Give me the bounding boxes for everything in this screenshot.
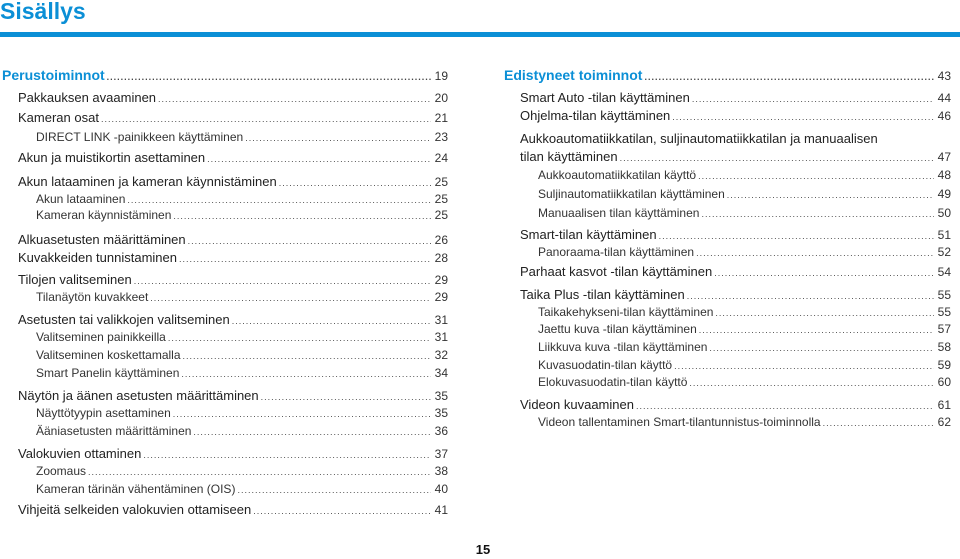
toc-entry-title: Akun lataaminen [36, 192, 126, 206]
dot-leader [659, 231, 934, 241]
toc-entry-page: 29 [434, 273, 448, 287]
page-title: Sisällys [0, 0, 86, 24]
toc-entry-title: Panoraama-tilan käyttäminen [538, 245, 695, 259]
toc-entry[interactable] [36, 290, 448, 304]
toc-entry-title: Kuvasuodatin-tilan käyttö [538, 358, 673, 372]
page-number: 15 [475, 542, 491, 557]
dot-leader [193, 427, 430, 437]
toc-entry[interactable] [36, 208, 448, 222]
toc-entry-page: 38 [434, 464, 448, 478]
toc-entry-page: 49 [937, 187, 951, 201]
toc-entry[interactable] [18, 232, 448, 247]
toc-entry-page: 46 [937, 109, 951, 123]
toc-entry-title: Liikkuva kuva -tilan käyttäminen [538, 340, 708, 354]
toc-entry[interactable] [504, 67, 951, 83]
dot-leader [134, 276, 431, 286]
toc-entry[interactable] [538, 415, 951, 429]
toc-entry-title: Manuaalisen tilan käyttäminen [538, 206, 700, 220]
toc-entry-title: Suljinautomatiikkatilan käyttäminen [538, 187, 725, 201]
dot-leader [714, 268, 933, 278]
toc-entry[interactable] [36, 406, 448, 420]
dot-leader [699, 325, 934, 335]
toc-entry-title: Akun ja muistikortin asettaminen [18, 150, 206, 165]
toc-entry[interactable] [520, 131, 951, 146]
dot-leader [173, 409, 431, 419]
toc-entry-title: Elokuvasuodatin-tilan käyttö [538, 375, 688, 389]
toc-entry-page: 47 [937, 150, 951, 164]
toc-entry-page: 25 [434, 192, 448, 206]
dot-leader [701, 209, 933, 219]
toc-entry[interactable] [538, 358, 951, 372]
toc-entry-title: Jaettu kuva -tilan käyttäminen [538, 322, 697, 336]
toc-entry-page: 34 [434, 366, 448, 380]
dot-leader [237, 485, 430, 495]
toc-entry-page: 58 [937, 340, 951, 354]
toc-entry-page: 52 [937, 245, 951, 259]
toc-entry[interactable] [36, 464, 448, 478]
toc-entry-page: 54 [937, 265, 951, 279]
toc-entry-title: Näyttötyypin asettaminen [36, 406, 171, 420]
toc-entry-page: 37 [434, 447, 448, 461]
toc-entry-page: 25 [434, 208, 448, 222]
toc-entry-title: Kameran käynnistäminen [36, 208, 172, 222]
dot-leader [253, 506, 430, 516]
dot-leader [188, 236, 431, 246]
toc-entry[interactable] [36, 482, 448, 496]
toc-entry-title: Videon kuvaaminen [520, 397, 634, 412]
dot-leader [696, 248, 934, 258]
toc-entry-title: Smart Panelin käyttäminen [36, 366, 180, 380]
toc-entry[interactable] [18, 272, 448, 287]
toc-entry[interactable] [18, 388, 448, 403]
dot-leader [674, 361, 934, 371]
dot-leader [727, 190, 934, 200]
toc-entry[interactable] [18, 250, 448, 265]
toc-entry-title: Pakkauksen avaaminen [18, 90, 157, 105]
toc-entry-page: 51 [937, 228, 951, 242]
toc-entry-title: Videon tallentaminen Smart-tilantunnistus-toiminnolla [538, 415, 821, 429]
toc-entry-title: Kameran osat [18, 110, 99, 125]
toc-entry-title: Asetusten tai valikkojen valitseminen [18, 312, 230, 327]
toc-entry-page: 40 [434, 482, 448, 496]
toc-entry-page: 24 [434, 151, 448, 165]
toc-entry[interactable] [520, 264, 951, 279]
toc-entry-title: Parhaat kasvot -tilan käyttäminen [520, 264, 713, 279]
dot-leader [127, 195, 430, 205]
title-rule [0, 32, 960, 37]
dot-leader [672, 112, 933, 122]
toc-entry-page: 29 [434, 290, 448, 304]
dot-leader [232, 316, 431, 326]
toc-entry[interactable] [36, 130, 448, 144]
toc-entry-title: Vihjeitä selkeiden valokuvien ottamiseen [18, 502, 252, 517]
toc-entry-page: 57 [937, 322, 951, 336]
toc-entry-page: 60 [937, 375, 951, 389]
toc-entry-page: 36 [434, 424, 448, 438]
toc-entry-title: Ohjelma-tilan käyttäminen [520, 108, 671, 123]
toc-entry-title: DIRECT LINK -painikkeen käyttäminen [36, 130, 244, 144]
toc-entry[interactable] [538, 245, 951, 259]
dot-leader [150, 293, 430, 303]
dot-leader [143, 450, 430, 460]
toc-entry-title: Edistyneet toiminnot [504, 67, 643, 83]
dot-leader [823, 418, 934, 428]
toc-entry[interactable] [18, 90, 448, 105]
toc-entry-title: Kameran tärinän vähentäminen (OIS) [36, 482, 236, 496]
toc-entry[interactable] [538, 187, 951, 201]
toc-entry[interactable] [2, 67, 448, 83]
toc-entry[interactable] [18, 110, 448, 125]
toc-entry-page: 41 [434, 503, 448, 517]
toc-entry[interactable] [520, 397, 951, 412]
toc-entry-title: Taika Plus -tilan käyttäminen [520, 287, 685, 302]
dot-leader [261, 392, 431, 402]
toc-entry-title: Valitseminen koskettamalla [36, 348, 181, 362]
dot-leader [620, 153, 934, 163]
toc-entry[interactable] [538, 305, 951, 319]
toc-entry[interactable] [18, 150, 448, 165]
toc-entry[interactable] [520, 227, 951, 242]
dot-leader [173, 211, 430, 221]
toc-entry-page: 44 [937, 91, 951, 105]
dot-leader [101, 114, 431, 124]
toc-entry-page: 31 [434, 313, 448, 327]
toc-entry-title: Valitseminen painikkeilla [36, 330, 166, 344]
toc-entry-title: Valokuvien ottaminen [18, 446, 142, 461]
dot-leader [279, 178, 431, 188]
toc-entry-title: Tilojen valitseminen [18, 272, 132, 287]
toc-entry[interactable] [36, 366, 448, 380]
toc-entry-title: Smart Auto -tilan käyttäminen [520, 90, 690, 105]
toc-entry-page: 28 [434, 251, 448, 265]
dot-leader [168, 333, 431, 343]
toc-entry[interactable] [520, 90, 951, 105]
dot-leader [687, 291, 934, 301]
toc-entry-title: Perustoiminnot [2, 67, 105, 83]
dot-leader [158, 94, 431, 104]
toc-entry-title: Taikakehykseni-tilan käyttäminen [538, 305, 714, 319]
toc-entry[interactable] [538, 322, 951, 336]
dot-leader [179, 254, 431, 264]
toc-entry[interactable] [18, 446, 448, 461]
dot-leader [181, 369, 430, 379]
dot-leader [689, 378, 933, 388]
toc-entry[interactable] [520, 287, 951, 302]
toc-entry-page: 62 [937, 415, 951, 429]
toc-entry-page: 43 [937, 69, 951, 83]
toc-entry-page: 48 [937, 168, 951, 182]
toc-entry-page: 55 [937, 288, 951, 302]
toc-entry-title: Ääniasetusten määrittäminen [36, 424, 192, 438]
toc-entry-page: 23 [434, 130, 448, 144]
toc-entry-page: 50 [937, 206, 951, 220]
dot-leader [88, 467, 431, 477]
toc-entry-page: 35 [434, 389, 448, 403]
toc-entry[interactable] [538, 340, 951, 354]
toc-entry-title: Alkuasetusten määrittäminen [18, 232, 186, 247]
toc-entry-title: Näytön ja äänen asetusten määrittäminen [18, 388, 259, 403]
toc-entry-title: Aukkoautomatiikkatilan käyttö [538, 168, 697, 182]
toc-entry-title: Tilanäytön kuvakkeet [36, 290, 149, 304]
dot-leader [709, 343, 933, 353]
toc-entry-title: Smart-tilan käyttäminen [520, 227, 657, 242]
toc-entry-title: Aukkoautomatiikkatilan, suljinautomatiikkatilan ja manuaalisen [520, 131, 878, 146]
dot-leader [698, 171, 934, 181]
toc-entry-page: 25 [434, 175, 448, 189]
toc-entry[interactable] [36, 330, 448, 344]
dot-leader [183, 351, 431, 361]
toc-entry-page: 32 [434, 348, 448, 362]
toc-entry[interactable] [538, 168, 951, 182]
toc-entry[interactable] [18, 174, 448, 189]
toc-entry[interactable] [520, 149, 951, 164]
toc-entry-page: 61 [937, 398, 951, 412]
dot-leader [636, 401, 934, 411]
toc-entry-page: 21 [434, 111, 448, 125]
toc-entry[interactable] [538, 206, 951, 220]
toc-entry-page: 31 [434, 330, 448, 344]
dot-leader [245, 133, 430, 143]
toc-entry[interactable] [36, 192, 448, 206]
dot-leader [715, 308, 933, 318]
toc-entry-page: 59 [937, 358, 951, 372]
toc-entry-page: 19 [434, 69, 448, 83]
toc-entry-title: Kuvakkeiden tunnistaminen [18, 250, 177, 265]
dot-leader [644, 72, 933, 82]
toc-entry[interactable] [18, 312, 448, 327]
toc-entry-page: 55 [937, 305, 951, 319]
toc-entry-page: 26 [434, 233, 448, 247]
toc-entry-page: 20 [434, 91, 448, 105]
toc-entry-title: Akun lataaminen ja kameran käynnistäminen [18, 174, 277, 189]
toc-entry[interactable] [18, 502, 448, 517]
dot-leader [107, 72, 431, 82]
toc-entry[interactable] [36, 424, 448, 438]
toc-entry-page: 35 [434, 406, 448, 420]
toc-entry-title: tilan käyttäminen [520, 149, 618, 164]
dot-leader [692, 94, 934, 104]
toc-entry[interactable] [538, 375, 951, 389]
toc-entry[interactable] [520, 108, 951, 123]
dot-leader [207, 154, 430, 164]
toc-entry-title: Zoomaus [36, 464, 87, 478]
toc-entry[interactable] [36, 348, 448, 362]
